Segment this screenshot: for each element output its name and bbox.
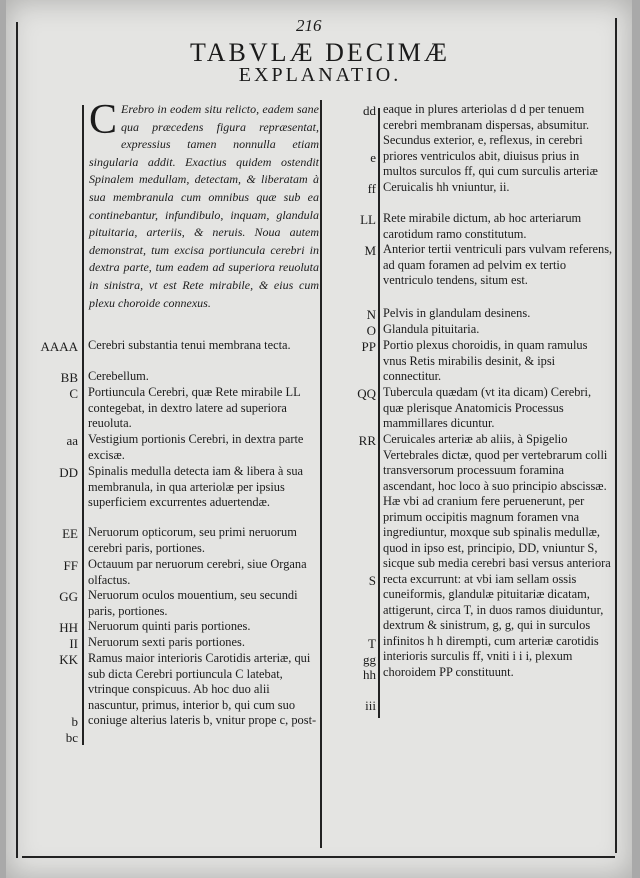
marker-hh: hh — [363, 667, 376, 682]
page-border-left — [16, 22, 18, 858]
drop-cap: C — [89, 97, 118, 143]
marker-bc: bc — [65, 730, 78, 745]
marker-GG: GG — [59, 589, 78, 604]
marker-column-rule-right — [378, 108, 380, 718]
marker-ff: ff — [367, 181, 376, 196]
entry-text-DD: Spinalis medulla detecta iam & libera à sua membranula, in qua arteriolæ per ipsius superficiem excurrentes aduertendæ. — [88, 464, 304, 509]
page-subtitle: EXPLANATIO. — [238, 64, 402, 86]
entry-text-GG: Neruorum oculos mouentium, seu secundi paris, portiones. — [88, 588, 298, 618]
entry-text-HH: Neruorum quinti paris portiones. — [88, 619, 251, 633]
marker-HH: HH — [59, 620, 78, 635]
entry-text-dd: eaque in plures arteriolas d d per tenuem cerebri membranam dispersas, absumitur. Secundus exterior, e, reflexus, in cerebri priores ventriculos abit, diuisus prius in multos surculos ff, qui cum surculis arteriæ Ceruicalis hh vniuntur, ii. — [383, 102, 598, 194]
entry-text-BB: Cerebellum. — [88, 369, 149, 383]
page-number: 216 — [296, 16, 322, 35]
marker-KK: KK — [59, 652, 78, 667]
entry-text-LL: Rete mirabile dictum, ab hoc arteriarum carotidum ramo constitutum. — [383, 211, 582, 241]
marker-EE: EE — [62, 526, 78, 541]
marker-RR: RR — [358, 433, 376, 448]
marker-LL: LL — [360, 212, 376, 227]
entry-text-AAAA: Cerebri substantia tenui membrana tecta. — [88, 338, 291, 352]
marker-DD: DD — [59, 465, 78, 480]
marker-T: T — [368, 636, 376, 651]
page-border-right — [615, 18, 617, 853]
marker-N: N — [366, 307, 376, 322]
intro-text: Erebro in eodem situ relicto, eadem sane qua præcedens figura repræsentat, expressius tamen nonnulla etiam singularia addit. Exactius quidem ostendit Spinalem medullam, detectam, & liberatam à sua membranula cum omnibus quæ sub ea continebantur, infundibulo, inquam, glandula pituitaria, arteriis, & neruis. Noua autem demonstrat, tum excisa portiuncula cerebri in dextra parte, tum eadem ad superiora reuoluta in sinistra, vt est Rete mirabile, & eius cum plexu choroide connexus. — [89, 102, 319, 310]
marker-gg: gg — [363, 652, 376, 667]
marker-column-rule-left — [82, 105, 84, 745]
marker-b: b — [71, 714, 78, 729]
entry-text-M: Anterior tertii ventriculi pars vulvam referens, ad quam foramen ad pelvim ex tertio ventriculo tendens, situm est. — [383, 242, 613, 287]
center-column-rule — [320, 100, 322, 848]
entry-text-QQ: Tubercula quædam (vt ita dicam) Cerebri, quæ plerisque Anatomicis Processus mammillares dicuntur. — [383, 385, 592, 430]
marker-II: II — [69, 636, 78, 651]
marker-PP: PP — [361, 339, 376, 354]
entry-text-aa: Vestigium portionis Cerebri, in dextra parte excisæ. — [88, 432, 304, 462]
entry-text-PP: Portio plexus choroidis, in quam ramulus vnus Retis mirabilis desinit, & ipsi connectitur. — [383, 338, 588, 383]
entry-text-O: Glandula pituitaria. — [383, 322, 480, 336]
marker-e: e — [370, 150, 376, 165]
marker-AAAA: AAAA — [40, 339, 78, 354]
marker-BB: BB — [60, 370, 78, 385]
marker-QQ: QQ — [357, 386, 376, 401]
marker-iii: iii — [365, 698, 376, 713]
page-title: TABVLÆ DECIMÆ — [189, 38, 451, 67]
page-border-bottom — [22, 856, 615, 858]
entry-text-II: Neruorum sexti paris portiones. — [88, 635, 245, 649]
marker-C: C — [69, 386, 78, 401]
marker-FF: FF — [63, 558, 78, 573]
marker-dd: dd — [363, 103, 376, 118]
marker-M: M — [364, 243, 376, 258]
entry-text-N: Pelvis in glandulam desinens. — [383, 306, 531, 320]
entry-text-KK: Ramus maior interioris Carotidis arteriæ, qui sub dicta Cerebri portiuncula C latebat, vtrinque conspicuus. Ab hoc duo alii nascuntur, primus, interior b, qui cum suo coniuge alterius lateris b, vnitur prope c, post- — [88, 651, 317, 727]
marker-aa: aa — [66, 433, 78, 448]
marker-O: O — [366, 323, 376, 338]
marker-S: S — [368, 573, 376, 588]
entry-text-C: Portiuncula Cerebri, quæ Rete mirabile LL contegebat, in dextro latere ad superiora reuoluta. — [88, 385, 301, 430]
entry-text-EE: Neruorum opticorum, seu primi neruorum cerebri paris, portiones. — [88, 525, 297, 555]
entry-text-FF: Octauum par neruorum cerebri, siue Organa olfactus. — [88, 557, 307, 587]
entry-text-RR: Ceruicales arteriæ ab aliis, à Spigelio Vertebrales dictæ, quod per vertebrarum colli transversorum processuum foramina ascendant, hoc loco à suo principio abscissæ. Hæ vbi ad cranium fere peruenerunt, per primum occipitis magnum foramen vna ingrediuntur, moxque sub spinalis medullæ, quod in ipso est, principio, DD, vniuntur S, sicque sub media cerebri basi versus anteriora recta excurrunt: at vbi iam sellam ossis cuneiformis, glandulæ pituitariæ dicatam, attigerunt, circa T, in duos ramos diuiduntur, dextrum & sinistrum, g, g, qui in surculos infinitos h h dirempti, cum arteriæ carotidis interioris surculis ff, vniti i i i, plexum choroidem PP constituunt. — [383, 432, 611, 679]
intro-paragraph — [89, 97, 319, 312]
